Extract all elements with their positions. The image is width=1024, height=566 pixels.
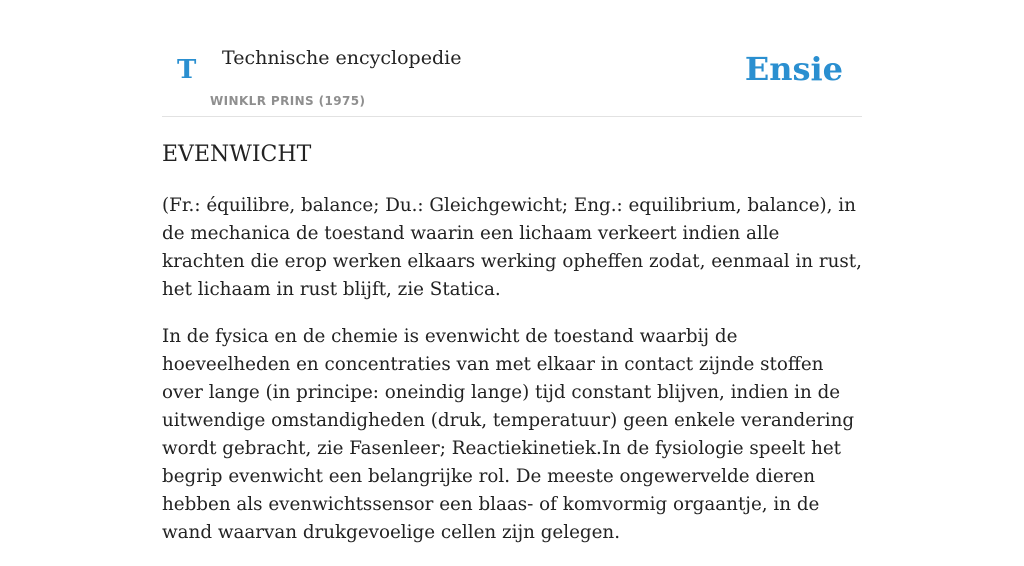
entry-paragraph: (Fr.: équilibre, balance; Du.: Gleichgewicht; Eng.: equilibrium, balance), in de mechanica de toestand waarin een lichaam verkeert indien alle krachten die erop werken elkaars werking opheffen zodat, eenmaal in rust, het lichaam in rust blijft, zie Statica. xyxy=(162,195,862,300)
source-header xyxy=(162,0,862,117)
source-title-link[interactable]: Technische encyclopedie xyxy=(222,47,462,69)
source-subtitle: WINKLR PRINS (1975) xyxy=(210,94,366,108)
source-logo-icon[interactable]: T xyxy=(177,55,197,85)
page xyxy=(162,0,862,543)
entry-paragraph: In de fysica en de chemie is evenwicht de toestand waarbij de hoeveelheden en concentraties van met elkaar in contact zijnde stoffen over lange (in principe: oneindig lange) tijd constant blijven, indien in de uitwendige omstandigheden (druk, temperatuur) geen enkele verandering wordt gebracht, zie Fasenleer; Reactiekinetiek.In de fysiologie speelt het begrip evenwicht een belangrijke rol. De meeste ongewervelde dieren hebben als evenwichtssensor een blaas- of komvormig orgaantje, in de wand waarvan drukgevoelige cellen zijn gelegen. xyxy=(162,326,855,543)
entry-title: EVENWICHT xyxy=(162,142,312,167)
brand-logo-link[interactable]: Ensie xyxy=(744,50,843,88)
entry-body xyxy=(162,192,862,566)
